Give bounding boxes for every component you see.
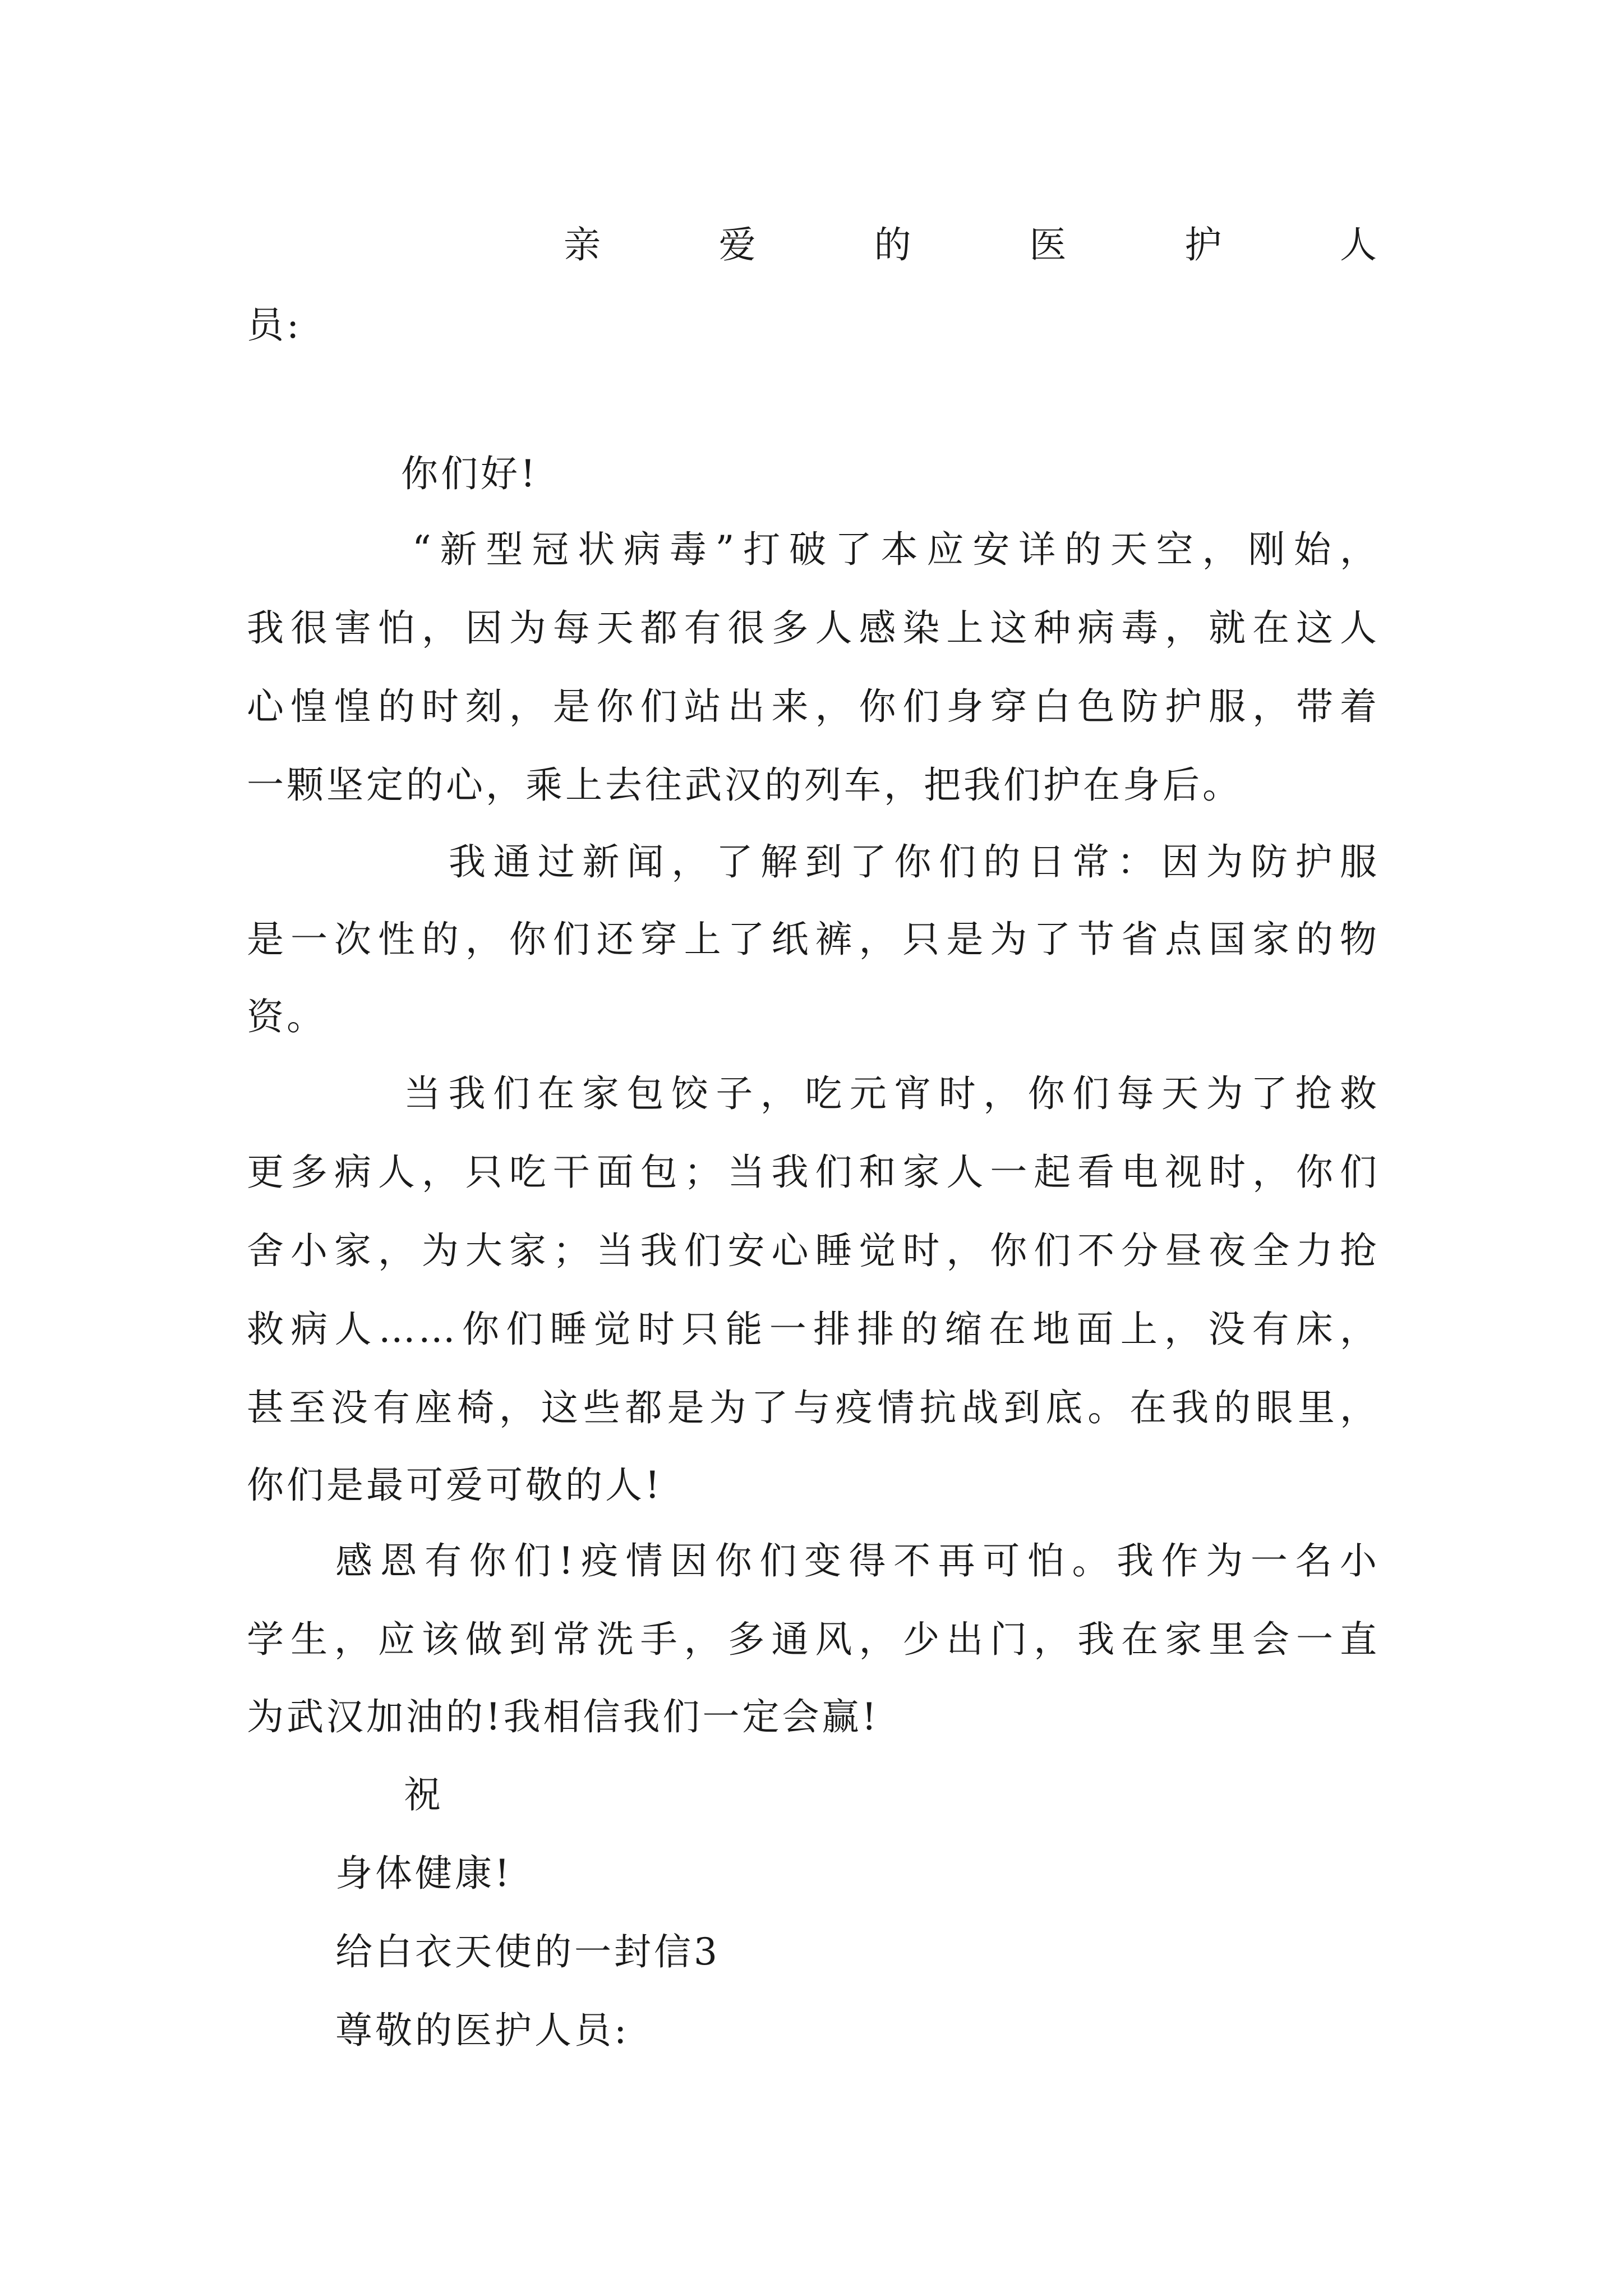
salutation-line-1 xyxy=(564,220,1380,270)
salutation-char: 亲 xyxy=(564,223,603,266)
paragraph-3-line: 舍小家，为大家；当我们安心睡觉时，你们不分昼夜全力抢 xyxy=(247,1229,1380,1272)
paragraph-1-line: 我很害怕，因为每天都有很多人感染上这种病毒，就在这人 xyxy=(247,606,1380,650)
paragraph-1-line: 一颗坚定的心，乘上去往武汉的列车，把我们护在身后。 xyxy=(247,763,1242,807)
next-letter-title: 给白衣天使的一封信3 xyxy=(335,1930,720,1973)
salutation-char: 护 xyxy=(1184,223,1225,266)
paragraph-2-line: 资。 xyxy=(247,995,326,1038)
paragraph-3-line: 甚至没有座椅，这些都是为了与疫情抗战到底。在我的眼里， xyxy=(247,1386,1380,1429)
salutation-char: 的 xyxy=(874,223,914,266)
paragraph-4-line: 为武汉加油的!我相信我们一定会赢! xyxy=(247,1695,880,1738)
paragraph-3-line: 更多病人，只吃干面包；当我们和家人一起看电视时，你们 xyxy=(247,1151,1380,1194)
paragraph-3-line: 救病人……你们睡觉时只能一排排的缩在地面上，没有床， xyxy=(247,1308,1380,1351)
paragraph-3-line: 你们是最可爱可敬的人! xyxy=(247,1464,663,1507)
salutation-char: 医 xyxy=(1029,223,1069,266)
salutation-char: 爱 xyxy=(718,223,759,266)
paragraph-4-line: 学生，应该做到常洗手，多通风，少出门，我在家里会一直 xyxy=(247,1618,1380,1661)
paragraph-1-line: 心惶惶的时刻，是你们站出来，你们身穿白色防护服，带着 xyxy=(247,685,1380,728)
closing: 祝 xyxy=(404,1773,444,1816)
salutation-char: 人 xyxy=(1339,223,1380,266)
greeting: 你们好! xyxy=(401,452,538,495)
paragraph-2-line: 我通过新闻，了解到了你们的日常：因为防护服 xyxy=(449,840,1380,884)
paragraph-2-line: 是一次性的，你们还穿上了纸裤，只是为了节省点国家的物 xyxy=(247,918,1380,961)
next-letter-salutation: 尊敬的医护人员: xyxy=(335,2009,630,2052)
salutation-line-2: 员: xyxy=(247,303,302,347)
wish: 身体健康! xyxy=(335,1852,513,1895)
paragraph-4-line: 感恩有你们!疫情因你们变得不再可怕。我作为一名小 xyxy=(335,1539,1380,1582)
paragraph-3-line: 当我们在家包饺子，吃元宵时，你们每天为了抢救 xyxy=(404,1072,1380,1115)
paragraph-1-line: “新型冠状病毒”打破了本应安详的天空，刚始， xyxy=(412,528,1380,571)
